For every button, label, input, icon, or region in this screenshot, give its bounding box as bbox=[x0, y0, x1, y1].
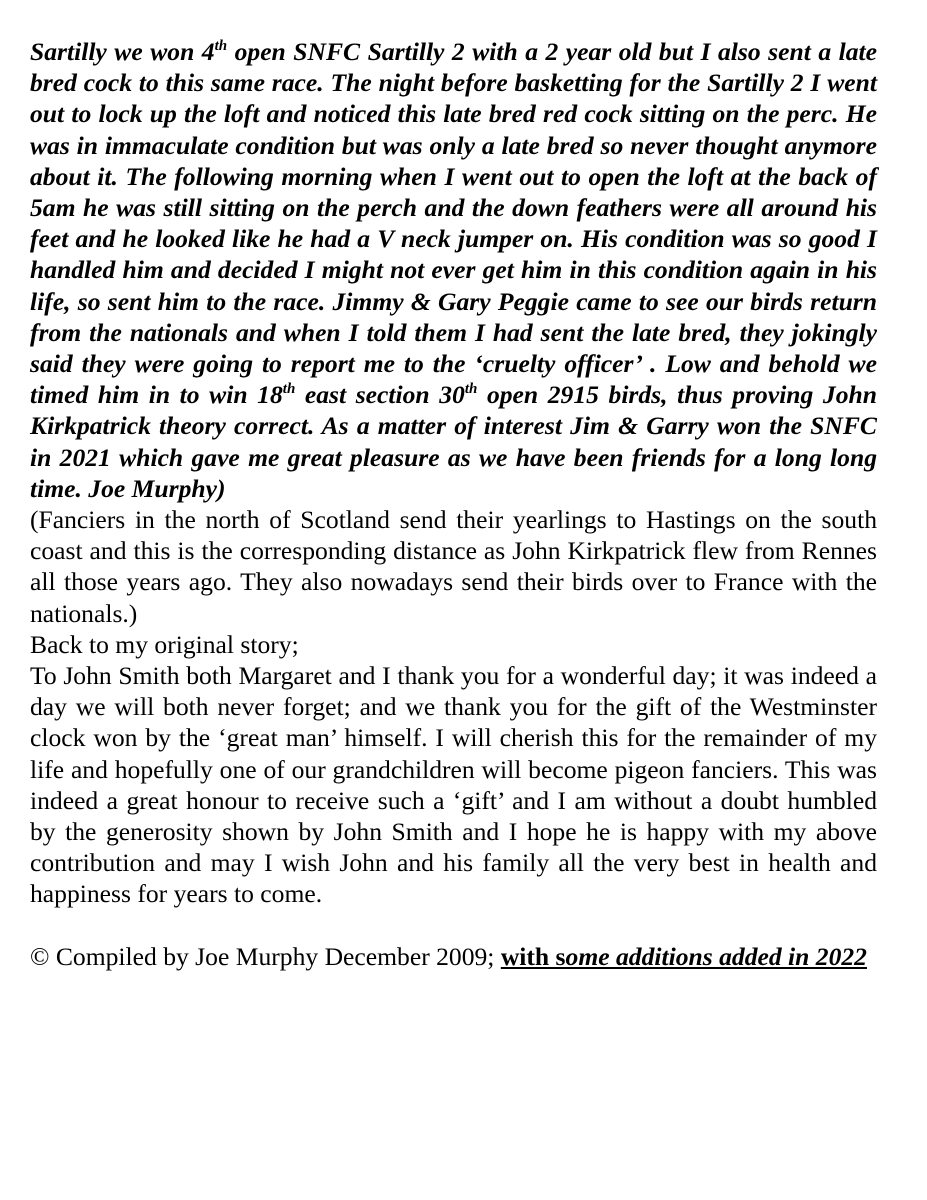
ordinal-suffix: th bbox=[282, 381, 296, 398]
story-text: open SNFC Sartilly 2 with a 2 year old but I also sent a late bred cock to this same race. The night before basketting for the Sartilly 2 I went out to lock up the loft and noticed this late bred red cock sitting on the perc. He was in immaculate condition but was only a late bred so never thought anymore about it. The following morning when I went out to open the loft at the back of 5am he was still sitting on the perch and the down feathers were all around his feet and he looked like he had a V neck jumper on. His condition was so good I handled him and decided I might not ever get him in this condition again in his life, so sent him to the race. Jimmy & Gary Peggie came to see our birds return from the nationals and when I told them I had sent the late bred, they jokingly said they were going to report me to the ‘cruelty officer’ . Low and behold we timed him in to win 18 bbox=[30, 37, 877, 410]
story-text: Sartilly we won 4 bbox=[30, 37, 215, 66]
story-text: open 2915 birds, thus proving John Kirkpatrick theory correct. As a matter of interest Jim & Garry won the SNFC in 2021 which gave me great pleasure as we have been friends for a long long time. Joe Murphy) bbox=[30, 380, 877, 503]
compiled-by-text: © Compiled by Joe Murphy December 2009; bbox=[30, 941, 501, 971]
ordinal-suffix: th bbox=[214, 38, 228, 54]
thank-you-paragraph: To John Smith both Margaret and I thank you for a wonderful day; it was indeed a day we will both never forget; and we thank you for the gift of the Westminster clock won by the ‘great man’ himself. I will cherish this for the remainder of my life and hopefully one of our grandchildren will become pigeon fanciers. This was indeed a great honour to receive such a ‘gift’ and I am without a doubt humbled by the generosity shown by John Smith and I hope he is happy with my above contribution and may I wish John and his family all the very best in health and happiness for years to come. bbox=[30, 661, 877, 909]
compiled-by-footer bbox=[30, 941, 877, 972]
fanciers-note-paragraph: (Fanciers in the north of Scotland send their yearlings to Hastings on the south coast and this is the corresponding distance as John Kirkpatrick flew from Rennes all those years ago. They also nowadays send their birds over to France with the nationals.) bbox=[30, 505, 877, 628]
document-page bbox=[30, 36, 877, 972]
additions-note bbox=[501, 942, 867, 971]
story-paragraph-bold bbox=[30, 36, 877, 504]
ordinal-suffix: th bbox=[464, 381, 478, 398]
additions-note-italic: ome additions added in 2022 bbox=[565, 941, 867, 971]
back-to-story-line: Back to my original story; bbox=[30, 629, 299, 659]
story-text: east section 30 bbox=[295, 380, 465, 410]
blank-line bbox=[30, 910, 877, 941]
additions-note-part: with s bbox=[500, 941, 566, 971]
